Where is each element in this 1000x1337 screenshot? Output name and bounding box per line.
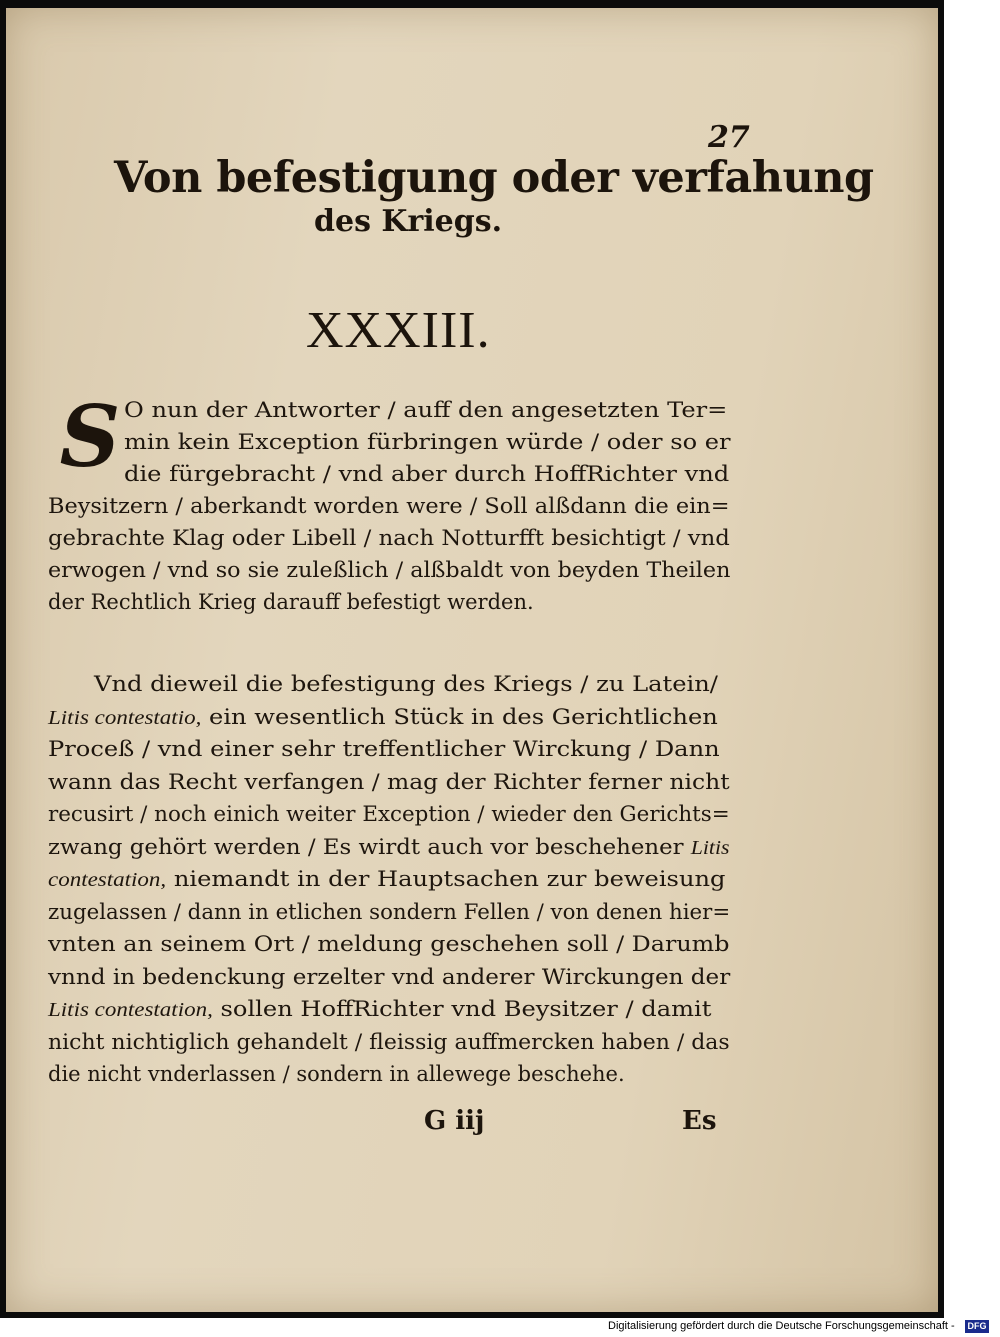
paragraph-1-line: die fürgebracht / vnd aber durch HoffRichter vnd — [124, 462, 730, 486]
paragraph-2-line — [48, 835, 729, 860]
line-text: recusirt / noch einich weiter Exception / wieder den Gerichts= — [48, 802, 730, 826]
paragraph-2-line — [48, 997, 711, 1022]
latin-term: Litis — [690, 836, 730, 859]
decorated-initial: S — [59, 387, 121, 486]
paragraph-2-line — [48, 705, 718, 730]
paragraph-2-line — [48, 770, 730, 794]
paragraph-2-line — [48, 932, 729, 956]
paragraph-2-line — [48, 867, 726, 892]
latin-term: Litis contestatio, — [48, 706, 202, 729]
line-text: vnten an seinem Ort / meldung geschehen soll / Darumb — [48, 932, 730, 956]
chapter-title-line-1: Von befestigung oder verfahung — [114, 153, 874, 203]
paragraph-2-line — [94, 672, 718, 696]
paragraph-2-line — [48, 965, 730, 989]
paragraph-1-line: O nun der Antworter / auff den angesetzten Ter= — [124, 398, 728, 422]
line-text: wann das Recht verfangen / mag der Richter ferner nicht — [48, 769, 730, 794]
paragraph-1-line: erwogen / vnd so sie zuleßlich / alßbaldt von beyden Theilen — [48, 558, 731, 582]
line-text: nicht nichtiglich gehandelt / fleissig auffmercken haben / das — [48, 1029, 730, 1054]
line-text: die nicht vnderlassen / sondern in allewege beschehe. — [48, 1062, 625, 1086]
chapter-number: XXXIII. — [306, 302, 491, 359]
catchword: Es — [682, 1106, 717, 1136]
line-text: sollen HoffRichter vnd Beysitzer / damit — [212, 997, 712, 1021]
paragraph-1-line: der Rechtlich Krieg darauff befestigt werden. — [48, 590, 534, 614]
paragraph-2-line — [48, 900, 730, 924]
line-text: zwang gehört werden / Es wirdt auch vor beschehener — [48, 834, 691, 859]
line-text: zugelassen / dann in etlichen sondern Fellen / von denen hier= — [48, 899, 731, 924]
line-text: vnnd in bedenckung erzelter vnd anderer Wirckungen der — [48, 964, 731, 989]
book-page — [6, 8, 938, 1312]
digitization-credit: Digitalisierung gefördert durch die Deutsche Forschungsgemeinschaft - — [608, 1320, 955, 1332]
paragraph-1-line: min kein Exception fürbringen würde / oder so er — [124, 430, 731, 454]
paragraph-2-line — [48, 737, 720, 761]
line-text: ein wesentlich Stück in des Gerichtlichen — [201, 704, 718, 729]
latin-term: Litis contestation, — [48, 999, 213, 1021]
chapter-title-line-2: des Kriegs. — [314, 204, 503, 239]
line-text: Vnd dieweil die befestigung des Kriegs / zu Latein/ — [94, 672, 718, 696]
page-number: 27 — [708, 120, 750, 155]
paragraph-1-line: gebrachte Klag oder Libell / nach Notturfft besichtigt / vnd — [48, 526, 730, 550]
latin-term: contestation, — [48, 869, 167, 891]
paragraph-2-line — [48, 1030, 730, 1054]
paragraph-2-line — [48, 802, 730, 826]
dfg-logo: DFG — [965, 1320, 989, 1333]
paragraph-1-line: Beysitzern / aberkandt worden were / Soll alßdann die ein= — [48, 494, 730, 518]
signature-mark: G iij — [424, 1106, 485, 1136]
line-text: Proceß / vnd einer sehr treffentlicher Wirckung / Dann — [48, 737, 720, 761]
line-text: niemandt in der Hauptsachen zur beweisung — [166, 867, 726, 891]
paragraph-2-line — [48, 1062, 625, 1086]
